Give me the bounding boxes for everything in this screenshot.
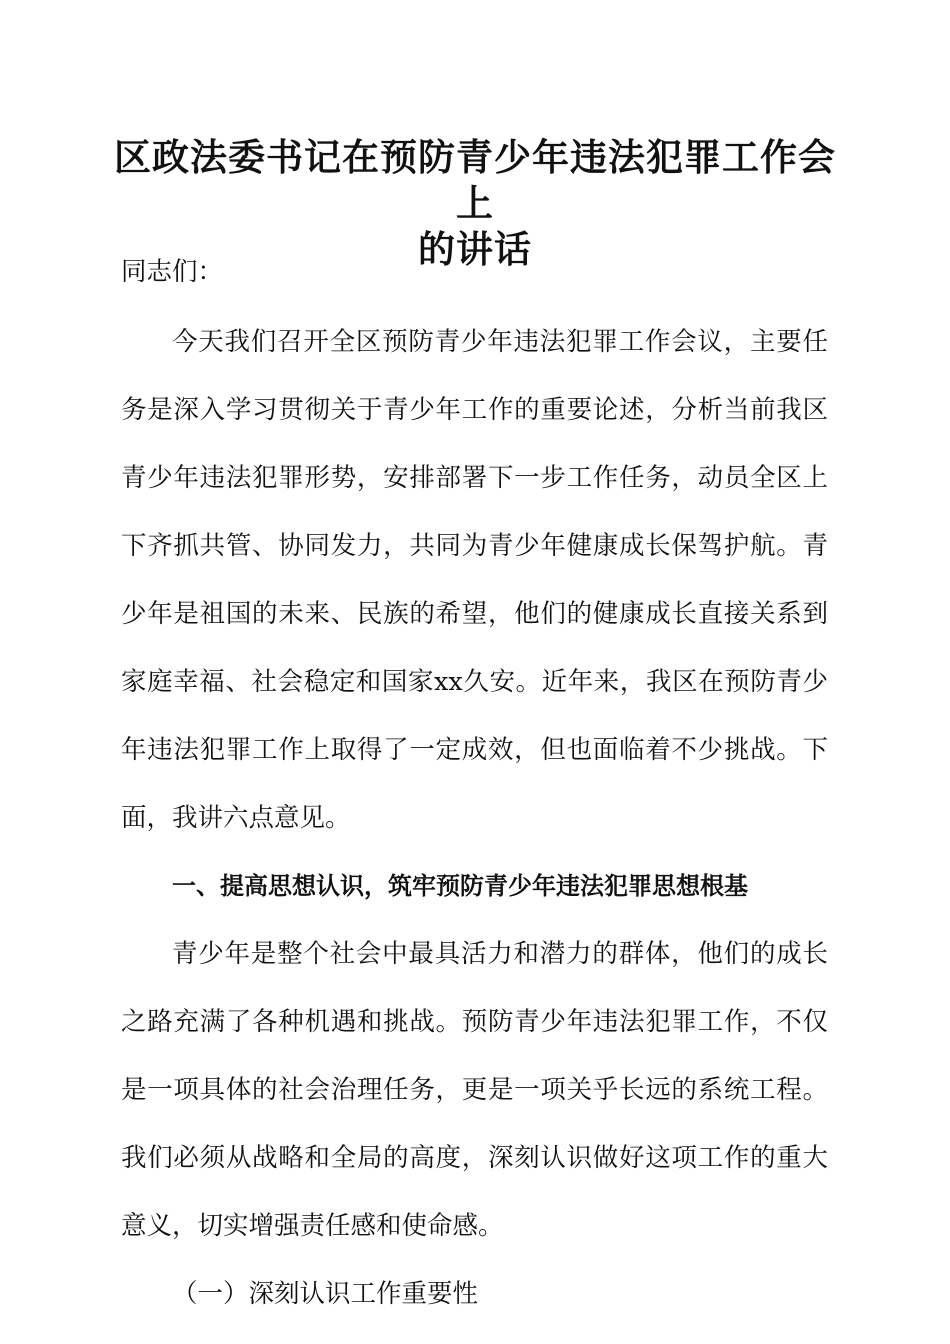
paragraph-line: 务是深入学习贯彻关于青少年工作的重要论述，分析当前我区 — [121, 395, 828, 425]
subsection-heading: （一）深刻认识工作重要性 — [172, 1279, 479, 1309]
title-line-1: 区政法委书记在预防青少年违法犯罪工作会上 — [114, 135, 836, 225]
document-title — [100, 134, 850, 272]
paragraph-line: 青少年违法犯罪形势，安排部署下一步工作任务，动员全区上 — [121, 463, 828, 493]
paragraph-line: 青少年是整个社会中最具活力和潜力的群体，他们的成长 — [172, 939, 828, 969]
paragraph-line: 面，我讲六点意见。 — [121, 803, 351, 833]
title-line-2: 的讲话 — [418, 227, 532, 271]
paragraph-line: 下齐抓共管、协同发力，共同为青少年健康成长保驾护航。青 — [121, 531, 828, 561]
paragraph-line: 年违法犯罪工作上取得了一定成效，但也面临着不少挑战。下 — [121, 735, 828, 765]
paragraph-line: 今天我们召开全区预防青少年违法犯罪工作会议，主要任 — [172, 327, 828, 357]
paragraph-line: 意义，切实增强责任感和使命感。 — [121, 1211, 504, 1241]
paragraph-line: 是一项具体的社会治理任务，更是一项关乎长远的系统工程。 — [121, 1075, 828, 1105]
paragraph-line: 家庭幸福、社会稳定和国家xx久安。近年来，我区在预防青少 — [121, 667, 828, 697]
salutation: 同志们： — [121, 257, 224, 287]
section-heading: 一、提高思想认识，筑牢预防青少年违法犯罪思想根基 — [172, 872, 748, 900]
paragraph-line: 少年是祖国的未来、民族的希望，他们的健康成长直接关系到 — [121, 599, 828, 629]
paragraph-line: 我们必须从战略和全局的高度，深刻认识做好这项工作的重大 — [121, 1143, 828, 1173]
paragraph-line: 之路充满了各种机遇和挑战。预防青少年违法犯罪工作，不仅 — [121, 1007, 828, 1037]
